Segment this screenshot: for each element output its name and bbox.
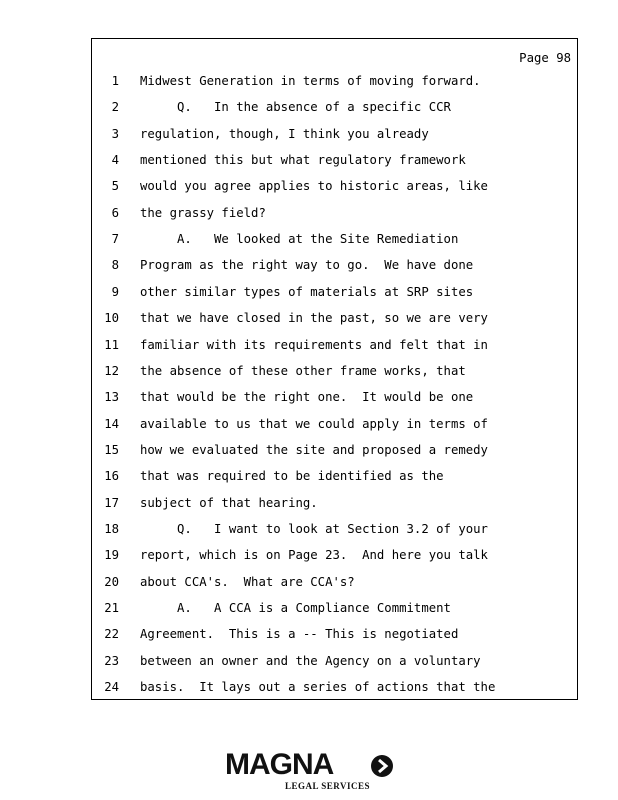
transcript-line <box>92 654 579 680</box>
line-text: report, which is on Page 23. And here you talk <box>140 548 488 563</box>
line-text: basis. It lays out a series of actions that the <box>140 680 496 695</box>
line-number: 9 <box>111 284 119 299</box>
transcript-line <box>92 100 579 126</box>
transcript-line <box>92 390 579 416</box>
line-text: Q. In the absence of a specific CCR <box>140 100 451 115</box>
line-text: the absence of these other frame works, that <box>140 363 466 378</box>
line-number: 7 <box>111 232 119 247</box>
line-number: 12 <box>104 363 119 378</box>
line-number: 19 <box>104 548 119 563</box>
line-text: regulation, though, I think you already <box>140 126 429 141</box>
line-number: 1 <box>111 74 119 88</box>
line-number: 17 <box>104 495 119 510</box>
transcript-line <box>92 338 579 364</box>
line-text: would you agree applies to historic areas, like <box>140 179 488 194</box>
line-text: other similar types of materials at SRP sites <box>140 284 474 299</box>
logo-wordmark: MAGNA <box>225 748 334 781</box>
transcript-line <box>92 127 579 153</box>
line-number: 16 <box>104 469 119 484</box>
transcript-line <box>92 469 579 495</box>
line-text: that was required to be identified as the <box>140 469 444 484</box>
line-number: 15 <box>104 442 119 457</box>
page-number: Page 98 <box>519 51 571 65</box>
line-number: 2 <box>111 100 119 115</box>
transcript-line <box>92 601 579 627</box>
line-number: 11 <box>104 337 119 352</box>
transcript-line <box>92 548 579 574</box>
line-number: 8 <box>111 258 119 273</box>
line-text: between an owner and the Agency on a voluntary <box>140 653 481 668</box>
line-number: 4 <box>111 153 119 168</box>
line-number: 18 <box>104 521 119 536</box>
line-text: that would be the right one. It would be one <box>140 390 474 405</box>
line-text: mentioned this but what regulatory framework <box>140 153 466 168</box>
transcript-line <box>92 417 579 443</box>
line-number: 13 <box>104 390 119 405</box>
line-number: 22 <box>104 627 119 642</box>
line-number: 21 <box>104 601 119 615</box>
line-text: the grassy field? <box>140 205 266 220</box>
line-text: subject of that hearing. <box>140 495 318 510</box>
line-number: 23 <box>104 653 119 668</box>
line-number: 6 <box>111 205 119 220</box>
line-text: about CCA's. What are CCA's? <box>140 574 355 589</box>
transcript-line <box>92 232 579 258</box>
transcript-line <box>92 443 579 469</box>
transcript-page <box>91 38 578 700</box>
magna-logo <box>225 750 395 792</box>
transcript-line <box>92 496 579 522</box>
line-number: 24 <box>104 680 119 695</box>
line-text: available to us that we could apply in terms of <box>140 416 488 431</box>
logo-subtitle: LEGAL SERVICES <box>285 781 370 791</box>
transcript-line <box>92 364 579 390</box>
logo-arrow-icon <box>371 755 393 777</box>
transcript-line <box>92 285 579 311</box>
line-text: Program as the right way to go. We have done <box>140 258 474 273</box>
line-number: 20 <box>104 574 119 589</box>
line-number: 14 <box>104 416 119 431</box>
transcript-line <box>92 153 579 179</box>
line-text: familiar with its requirements and felt that in <box>140 337 488 352</box>
transcript-line <box>92 575 579 601</box>
transcript-line <box>92 627 579 653</box>
transcript-line <box>92 311 579 337</box>
transcript-line <box>92 74 579 100</box>
line-text: Midwest Generation in terms of moving forward. <box>140 74 481 88</box>
line-number: 3 <box>111 126 119 141</box>
line-text: Q. I want to look at Section 3.2 of your <box>140 521 488 536</box>
transcript-line <box>92 206 579 232</box>
line-text: that we have closed in the past, so we are very <box>140 311 488 326</box>
line-text: how we evaluated the site and proposed a remedy <box>140 442 488 457</box>
transcript-line <box>92 179 579 205</box>
line-text: Agreement. This is a -- This is negotiated <box>140 627 459 642</box>
line-number: 10 <box>104 311 119 326</box>
transcript-line <box>92 680 579 706</box>
transcript-line <box>92 258 579 284</box>
line-text: A. We looked at the Site Remediation <box>140 232 459 247</box>
line-number: 5 <box>111 179 119 194</box>
transcript-line <box>92 522 579 548</box>
line-text: A. A CCA is a Compliance Commitment <box>140 601 451 615</box>
